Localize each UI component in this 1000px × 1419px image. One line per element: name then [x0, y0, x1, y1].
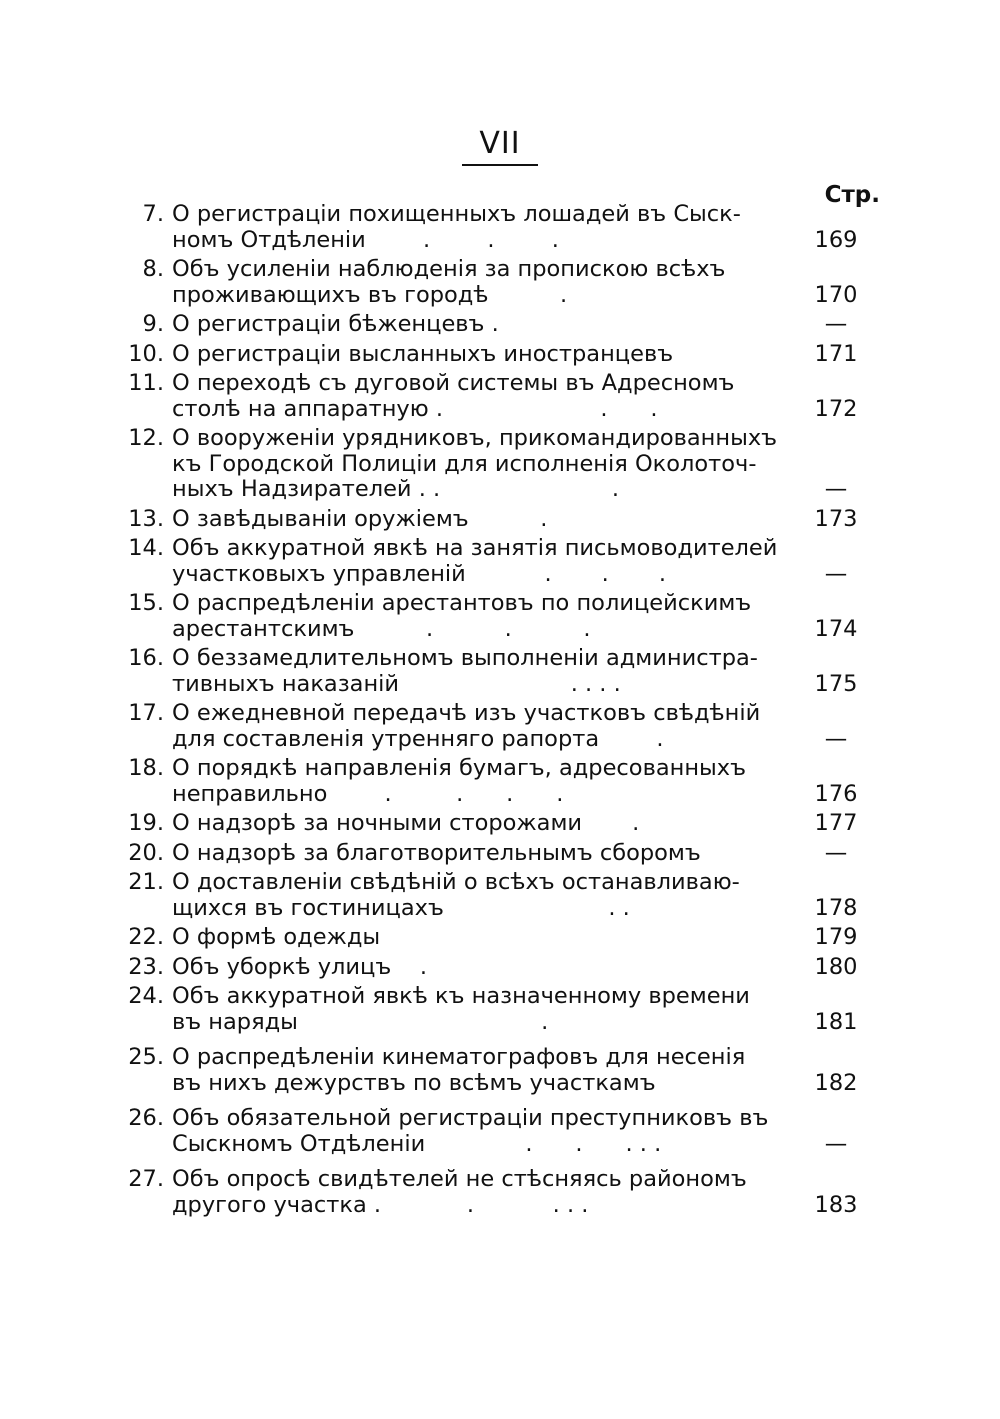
- toc-entry-page: 171: [814, 340, 858, 367]
- toc-entry-line: О завѣдываніи оружіемъ .: [172, 506, 548, 532]
- toc-entry-number: 8.: [142, 256, 164, 282]
- toc-entry-number: 16.: [128, 645, 164, 671]
- toc-entry: [118, 536, 878, 587]
- toc-entry-page: 180: [814, 953, 858, 980]
- toc-entry-title: [172, 426, 792, 503]
- page-column-label: Стр.: [824, 182, 880, 208]
- toc-entry-line: ныхъ Надзирателей . . .: [172, 477, 619, 502]
- toc-entry-line: Сыскномъ Отдѣленіи . . . . .: [172, 1131, 662, 1157]
- toc-entry-number: 23.: [128, 953, 164, 980]
- toc-entry-page: 169: [814, 226, 858, 253]
- toc-entry-line: О формѣ одежды: [172, 925, 381, 950]
- toc-entry-number: 27.: [128, 1166, 164, 1192]
- toc-entry: [118, 811, 878, 837]
- toc-entry-line: О регистраціи высланныхъ иностранцевъ: [172, 341, 674, 367]
- toc-entry: [118, 756, 878, 807]
- toc-entry-title: [172, 1167, 792, 1218]
- toc-entry-line: Объ усиленіи наблюденія за пропискою всѣхъ: [172, 257, 726, 282]
- toc-entry-line: О надзорѣ за благотворительнымъ сборомъ: [172, 840, 701, 866]
- toc-entry-line: О доставленіи свѣдѣній о всѣхъ останавливаю-: [172, 870, 740, 895]
- toc-entry-number: 7.: [142, 201, 164, 227]
- toc-entry-title: [172, 257, 792, 308]
- toc-entry-line: Объ аккуратной явкѣ на занятія письмоводителей: [172, 536, 778, 561]
- toc-entry-page: —: [824, 311, 848, 337]
- toc-entry: [118, 426, 878, 503]
- toc-entry-page: —: [824, 560, 848, 587]
- toc-entry: [118, 1045, 878, 1096]
- toc-entry-number: 21.: [128, 869, 164, 895]
- toc-entry-line: О порядкѣ направленія бумагъ, адресованныхъ: [172, 756, 747, 781]
- toc-entry-title: [172, 925, 792, 951]
- toc-entry-line: неправильно . . . .: [172, 781, 564, 807]
- toc-entry-line: О беззамедлительномъ выполненіи администра-: [172, 646, 758, 671]
- toc-entry-number: 9.: [142, 311, 164, 337]
- toc-entry-title: [172, 371, 792, 422]
- toc-entry-number: 25.: [128, 1044, 164, 1070]
- toc-entry-page: —: [824, 725, 848, 752]
- toc-entry-line: О надзорѣ за ночными сторожами .: [172, 811, 640, 836]
- toc-entry-title: [172, 811, 792, 837]
- toc-entry-line: столѣ на аппаратную . . .: [172, 396, 658, 422]
- toc-entry-title: [172, 591, 792, 642]
- toc-entry-number: 19.: [128, 810, 164, 836]
- toc-entry-page: 182: [814, 1069, 858, 1096]
- toc-entry-line: О переходѣ съ дуговой системы въ Адресномъ: [172, 371, 735, 396]
- toc-entry-page: —: [824, 839, 848, 866]
- toc-entry: [118, 701, 878, 752]
- toc-entry-page: 183: [814, 1191, 858, 1218]
- toc-entry-page: 170: [814, 281, 858, 308]
- toc-entry-line: щихся въ гостиницахъ . .: [172, 895, 630, 921]
- toc-entry-title: [172, 202, 792, 253]
- toc-entry: [118, 507, 878, 533]
- toc-entry-title: [172, 312, 792, 338]
- toc-entry-title: [172, 536, 792, 587]
- toc-entry-title: [172, 955, 792, 981]
- toc-entry-title: [172, 701, 792, 752]
- toc-entry-line: Объ аккуратной явкѣ къ назначенному времени: [172, 984, 750, 1009]
- toc-entry-title: [172, 984, 792, 1035]
- table-of-contents: [118, 202, 878, 1228]
- toc-entry-title: [172, 507, 792, 533]
- toc-entry-page: 173: [814, 505, 858, 532]
- toc-entry-number: 15.: [128, 590, 164, 616]
- toc-entry-page: 174: [814, 615, 858, 642]
- toc-entry-number: 11.: [128, 370, 164, 396]
- toc-entry-line: для составленія утренняго рапорта .: [172, 726, 664, 752]
- toc-entry-line: О распредѣленіи арестантовъ по полицейскимъ: [172, 591, 752, 616]
- toc-entry-number: 20.: [128, 839, 164, 866]
- toc-entry: [118, 646, 878, 697]
- toc-entry-number: 12.: [128, 425, 164, 451]
- toc-entry: [118, 312, 878, 338]
- toc-entry-page: —: [824, 1130, 848, 1157]
- page-number-rule: [462, 164, 538, 166]
- toc-entry-title: [172, 756, 792, 807]
- toc-entry: [118, 925, 878, 951]
- toc-entry-line: О регистраціи похищенныхъ лошадей въ Сыск-: [172, 202, 741, 227]
- toc-entry-page: 178: [814, 894, 858, 921]
- toc-entry-title: [172, 870, 792, 921]
- toc-entry-line: О распредѣленіи кинематографовъ для несенія: [172, 1045, 746, 1070]
- toc-entry-line: Объ уборкѣ улицъ .: [172, 954, 428, 980]
- toc-entry-page: 179: [814, 924, 858, 950]
- toc-entry-line: въ нихъ дежурствъ по всѣмъ участкамъ: [172, 1070, 656, 1096]
- toc-entry: [118, 841, 878, 867]
- toc-entry-line: тивныхъ наказаній . . . .: [172, 671, 621, 697]
- toc-entry-number: 22.: [128, 924, 164, 950]
- toc-entry-number: 10.: [128, 340, 164, 367]
- toc-entry-line: О ежедневной передачѣ изъ участковъ свѣдѣній: [172, 701, 761, 726]
- toc-entry-line: О регистраціи бѣженцевъ .: [172, 312, 499, 337]
- toc-entry: [118, 1167, 878, 1218]
- toc-entry-title: [172, 646, 792, 697]
- toc-entry-number: 24.: [128, 983, 164, 1009]
- toc-entry-number: 13.: [128, 505, 164, 532]
- toc-entry: [118, 342, 878, 368]
- toc-entry-page: 177: [814, 810, 858, 836]
- toc-entry-number: 14.: [128, 535, 164, 561]
- toc-entry-line: проживающихъ въ городѣ .: [172, 282, 568, 308]
- toc-entry-line: номъ Отдѣленіи . . .: [172, 227, 559, 253]
- toc-entry: [118, 984, 878, 1035]
- toc-entry-line: къ Городской Полиціи для исполненія Околоточ-: [172, 451, 757, 477]
- toc-entry: [118, 1106, 878, 1157]
- toc-entry-title: [172, 1106, 792, 1157]
- toc-entry-number: 17.: [128, 700, 164, 726]
- toc-entry-line: Объ опросѣ свидѣтелей не стѣсняясь райономъ: [172, 1167, 747, 1192]
- toc-entry-page: 175: [814, 670, 858, 697]
- toc-entry-page: —: [824, 476, 848, 502]
- toc-entry-title: [172, 1045, 792, 1096]
- toc-entry: [118, 371, 878, 422]
- toc-entry-page: 176: [814, 780, 858, 807]
- toc-entry-line: другого участка . . . . .: [172, 1192, 589, 1218]
- page-number: VII: [479, 126, 521, 161]
- toc-entry-line: О вооруженіи урядниковъ, прикомандированныхъ: [172, 426, 778, 451]
- toc-entry: [118, 257, 878, 308]
- toc-entry: [118, 955, 878, 981]
- toc-entry-title: [172, 342, 792, 368]
- toc-entry-page: 181: [814, 1008, 858, 1035]
- toc-entry-number: 26.: [128, 1105, 164, 1131]
- toc-entry-line: арестантскимъ . . .: [172, 616, 591, 642]
- toc-entry-line: участковыхъ управленій . . .: [172, 561, 667, 587]
- toc-entry-number: 18.: [128, 755, 164, 781]
- toc-entry-title: [172, 841, 792, 867]
- toc-entry: [118, 870, 878, 921]
- toc-entry-line: Объ обязательной регистраціи преступниковъ въ: [172, 1106, 769, 1131]
- toc-entry: [118, 202, 878, 253]
- toc-entry-page: 172: [814, 395, 858, 422]
- toc-entry: [118, 591, 878, 642]
- toc-entry-line: въ наряды .: [172, 1009, 549, 1035]
